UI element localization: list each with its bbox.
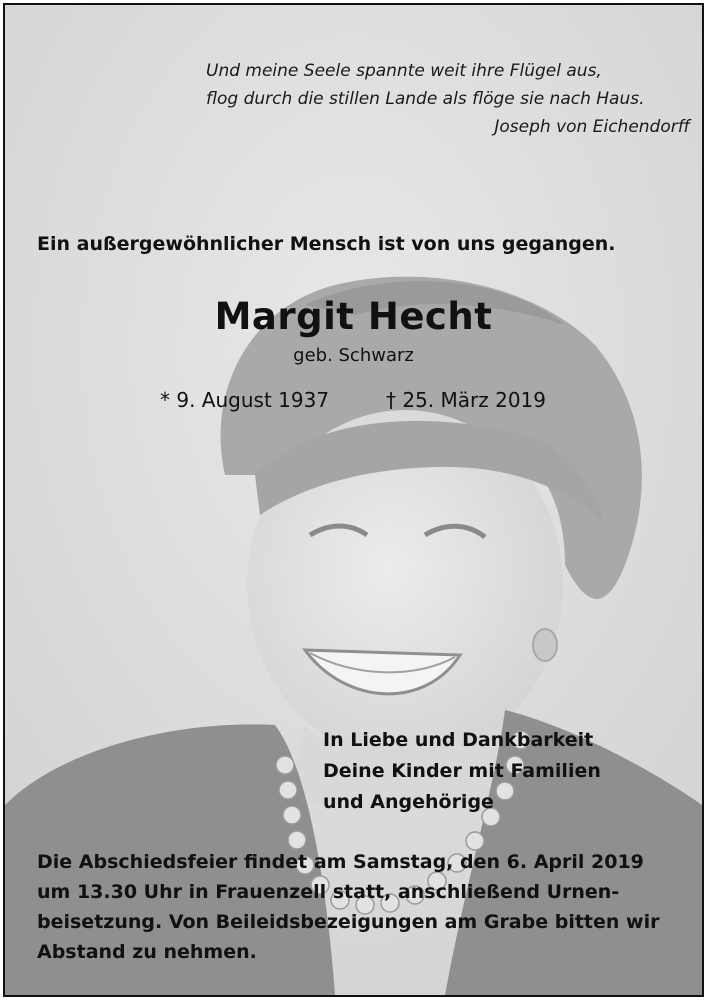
quote-author: Joseph von Eichendorff [494,117,690,137]
deceased-name: Margit Hecht [214,295,493,338]
signature-line-2: Deine Kinder mit Familien [323,760,601,782]
maiden-name: geb. Schwarz [293,345,414,366]
birth-date: * 9. August 1937 [160,388,330,412]
signature-line-3: und Angehörige [323,791,494,813]
portrait-photo [5,5,702,995]
ceremony-line-4: Abstand zu nehmen. [37,941,257,963]
ceremony-line-1: Die Abschiedsfeier findet am Samstag, den 6. April 2019 [37,851,644,873]
signature-line-1: In Liebe und Dankbarkeit [323,729,594,751]
quote-line-1: Und meine Seele spannte weit ihre Flügel aus, [206,61,602,81]
obituary-card [3,3,704,997]
quote-line-2: flog durch die stillen Lande als flöge sie nach Haus. [206,89,645,109]
ceremony-line-3: beisetzung. Von Beileidsbezeigungen am Grabe bitten wir [37,911,660,933]
ceremony-line-2: um 13.30 Uhr in Frauenzell statt, anschließend Urnen- [37,881,620,903]
death-date: † 25. März 2019 [386,388,547,412]
intro-text: Ein außergewöhnlicher Mensch ist von uns gegangen. [37,233,616,255]
